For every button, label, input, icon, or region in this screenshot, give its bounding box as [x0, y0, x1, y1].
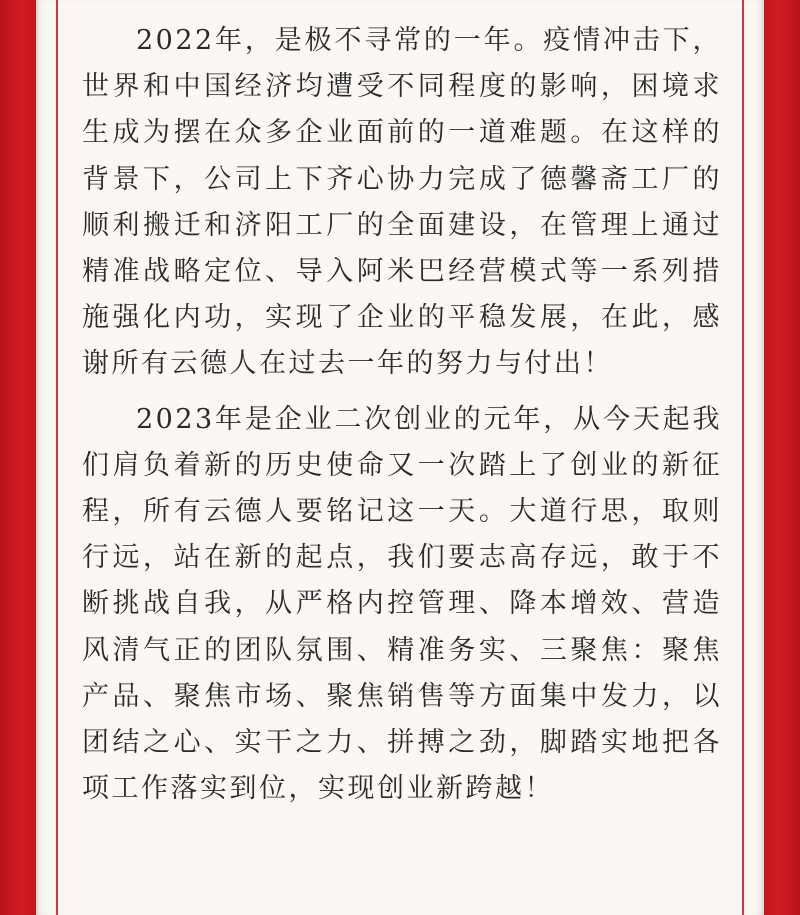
- paragraph-2023: 2023年是企业二次创业的元年，从今天起我们肩负着新的历史使命又一次踏上了创业的新征程，所有云德人要铭记这一天。大道行思，取则行远，站在新的起点，我们要志高存远，敢于不断挑战自我，从严格内控管理、降本增效、营造风清气正的团队氛围、精准务实、三聚焦：聚焦产品、聚焦市场、聚焦销售等方面集中发力，以团结之心、实干之力、拼搏之劲，脚踏实地把各项工作落实到位，实现创业新跨越！: [82, 403, 722, 805]
- paragraph-2022: 2022年，是极不寻常的一年。疫情冲击下，世界和中国经济均遭受不同程度的影响，困境求生成为摆在众多企业面前的一道难题。在这样的背景下，公司上下齐心协力完成了德馨斋工厂的顺利搬迁和济阳工厂的全面建设，在管理上通过精准战略定位、导入阿米巴经营模式等一系列措施强化内功，实现了企业的平稳发展，在此，感谢所有云德人在过去一年的努力与付出！: [82, 25, 722, 380]
- left-inner-line: [56, 0, 58, 915]
- article-body: [82, 18, 722, 812]
- paper-panel: [36, 0, 764, 915]
- left-red-border: [0, 0, 36, 915]
- right-inner-line: [742, 0, 744, 915]
- right-red-border: [764, 0, 800, 915]
